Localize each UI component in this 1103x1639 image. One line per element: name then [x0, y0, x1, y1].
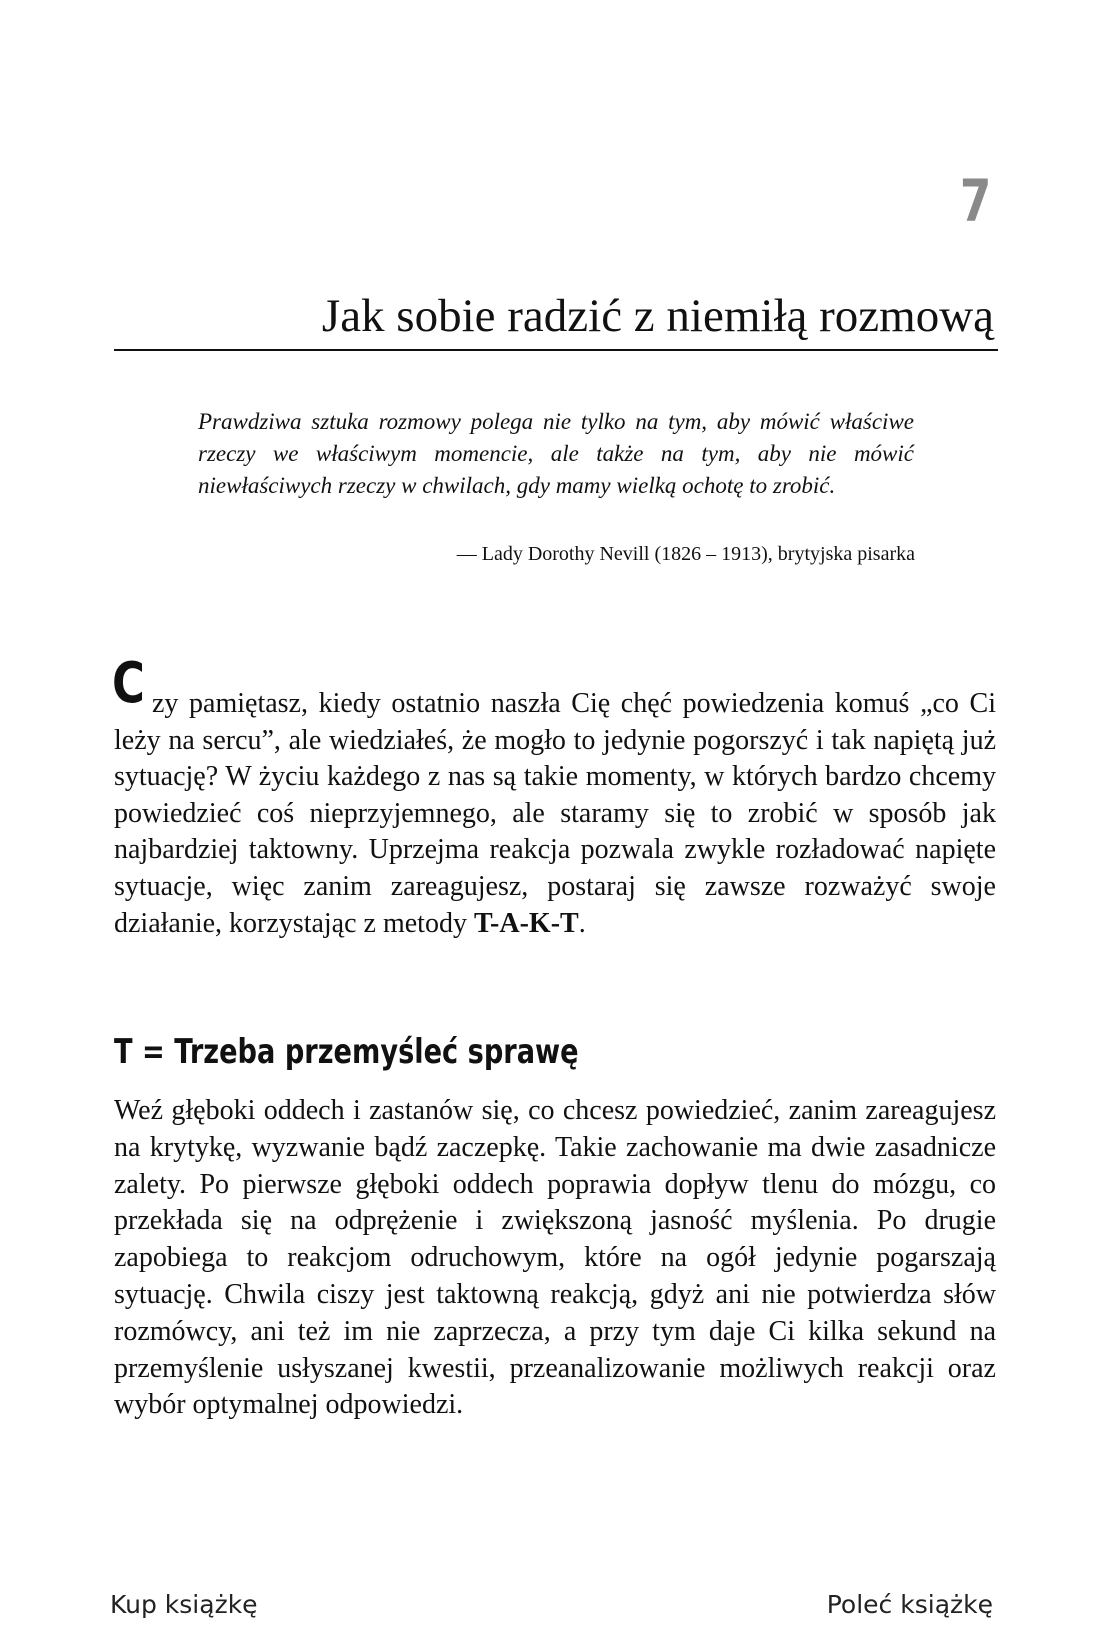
intro-text: zy pamiętasz, kiedy ostatnio naszła Cię chęć powiedzenia komuś „co Ci leży na sercu”, ale wiedziałeś, że mogło to jedynie pogorszyć i tak napiętą już sytuację? W życiu każdego z nas są takie momenty, w których bardzo chcemy powiedzieć coś nieprzyjemnego, ale staramy się to zrobić w sposób jak najbardziej taktowny. Uprzejma reakcja pozwala zwykle rozładować napięte sytuacje, więc zanim zareagujesz, postaraj się zawsze rozważyć swoje działanie, korzystając z metody — [114, 688, 996, 939]
intro-end: . — [578, 907, 586, 939]
title-divider — [114, 349, 998, 351]
epigraph-quote: Prawdziwa sztuka rozmowy polega nie tylko na tym, aby mówić właściwe rzeczy we właściwym momencie, ale także na tym, aby nie mówić niewłaściwych rzeczy w chwilach, gdy mamy wielką ochotę to zrobić. — [198, 409, 914, 498]
intro-paragraph — [112, 651, 996, 942]
buy-book-link[interactable]: Kup książkę — [110, 1590, 258, 1619]
epigraph-attribution: — Lady Dorothy Nevill (1826 – 1913), brytyjska pisarka — [456, 543, 915, 565]
chapter-title: Jak sobie radzić z niemiłą rozmową — [321, 290, 994, 342]
recommend-book-link[interactable]: Poleć książkę — [826, 1590, 993, 1619]
method-name: T-A-K-T — [473, 907, 579, 939]
section-body: Weź głęboki oddech i zastanów się, co chcesz powiedzieć, zanim zareagujesz na krytykę, wyzwanie bądź zaczepkę. Takie zachowanie ma dwie zasadnicze zalety. Po pierwsze głęboki oddech poprawia dopływ tlenu do mózgu, co przekłada się na odprężenie i zwiększoną jasność myślenia. Po drugie zapobiega to reakcjom odruchowym, które na ogół jedynie pogarszają sytuację. Chwila ciszy jest taktowną reakcją, gdyż ani nie potwierdza słów rozmówcy, ani też im nie zaprzecza, a przy tym daje Ci kilka sekund na przemyślenie usłyszanej kwestii, przeanalizowanie możliwych reakcji oraz wybór optymalnej odpowiedzi. — [114, 1095, 996, 1421]
drop-cap: C — [112, 651, 145, 716]
section-heading: T = Trzeba przemyśleć sprawę — [114, 1032, 579, 1072]
chapter-number: 7 — [959, 167, 991, 235]
